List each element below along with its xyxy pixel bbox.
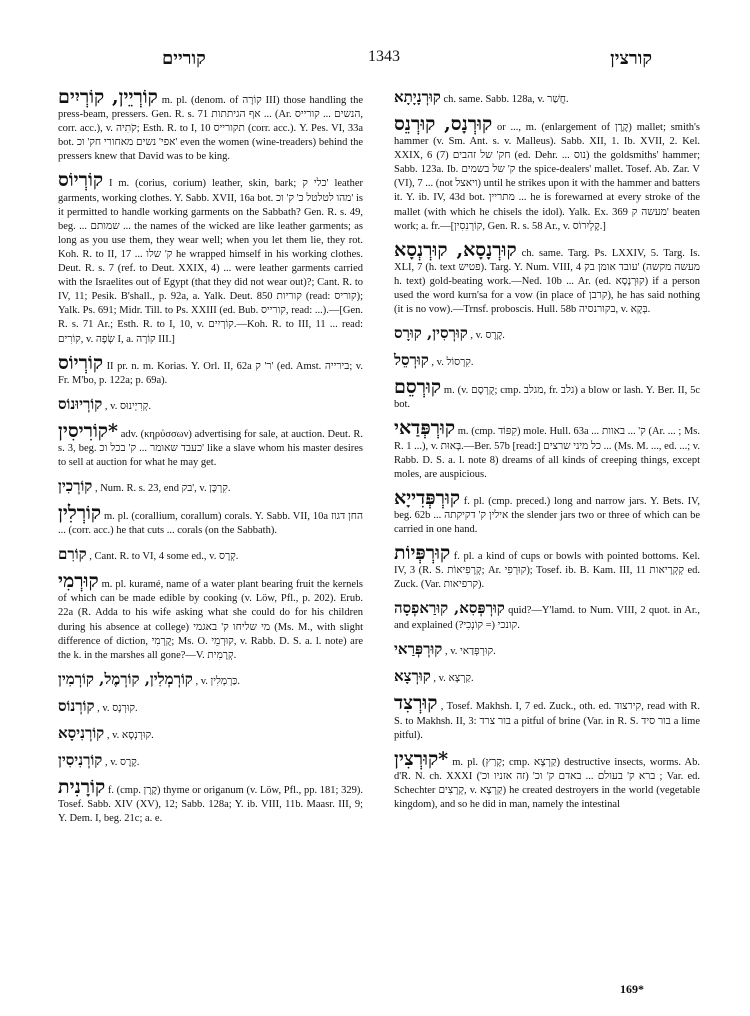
entry-headword: קוֹרְנוֹס [58, 696, 95, 715]
dictionary-entry [58, 570, 363, 663]
dictionary-entry [58, 776, 363, 826]
entry-headword: קוֹרְיוּנוֹס [58, 394, 103, 413]
entry-definition: m. pl. (קָרַץ; cmp. קַרְצָא) destructive insects, worms. Ab. d'R. N. ch. XXXI ברא ק' בעולם ... באדם ק' וכ' (זה אזניו וכ') ; Var. ed. Schechter קְרָצִים, v. קַרְצָא) he created destroyers in the world (vegetable kingdom), and so he did in man, namely the intestinal [394, 756, 701, 810]
entry-definition: f. (cmp. קֶרֶן) thyme or origanum (v. Löw, Pfl., pp. 181; 329). Tosef. Sabb. XIV (XV), 12; Sabb. 128a; Y. ib. VIII, 11b. Maasr. III, 9; Y. Dem. I, beg. 21c; a. e. [58, 784, 364, 824]
entry-definition: adv. (κηρύσσων) advertising for sale, at auction. Deut. R. s. 3, beg. כעבד שאומר ... ק' בכל וכ' like a slave whom his master desires to sell at auction for what he may get. [58, 428, 363, 468]
dictionary-entry [394, 748, 700, 812]
dictionary-entry [58, 169, 363, 346]
dictionary-entry [394, 487, 700, 537]
page-number: 1343 [368, 48, 400, 65]
entry-headword: קוּרְסִין, קוּרָס [394, 324, 468, 343]
entry-headword: קוּרְפְּיוֹת [394, 542, 451, 565]
entry-headword: קוּרְנָיָתָא [394, 88, 441, 106]
entry-definition: m. (v. קֻרְסָם; cmp. מגלב, fr. גלב) a blow or lash. Y. Ber. II, 5c bot. [394, 385, 700, 411]
dictionary-entry [394, 349, 700, 371]
entry-definition: ch. same. Sabb. 128a, v. חֲשַׁר. [443, 94, 569, 105]
dictionary-entry [58, 695, 363, 717]
entry-definition: f. pl. a kind of cups or bowls with pointed bottoms. Kel. IV, 3 (R. S. קְרָפִיאוֹת; Ar. קוּרְפִי); Tosef. ib. B. Kam. III, 11 קְקְרָיאות ed. Zuck. (Var. קרפיאות). [394, 551, 701, 591]
entry-definition: , v. קוּרְנְסָא. [106, 729, 154, 741]
right-column [394, 86, 700, 817]
left-column [58, 86, 363, 831]
entry-headword: קוֹרִם [58, 545, 87, 564]
entry-definition: , Num. R. s. 23, end בק', v. קִרְכָּן. [94, 483, 231, 495]
entry-definition: m. pl. (denom. of קוֹרָה III) those handling the press-beam, pressers. Gen. R. s. 71 אף הגיתתות ... (Ar. הנשים ... קורייס, corr. acc.), v. קֹתִיה; Esth. R. to I, 10 תקורייס (corr. acc.). Y. Pes. VI, 33a bot. אפי' נשים מאחורי חק' וכ' even the women (wine-treaders) behind the pressers knew that David was to be king. [58, 95, 364, 163]
entry-headword: קוּרְסֵל [394, 351, 429, 370]
dictionary-entry [58, 502, 363, 538]
dictionary-entry [394, 665, 700, 687]
entry-headword: קוּרְנָסָא, קוּרְנְסָא [394, 238, 517, 261]
entry-headword: קוּרְפְּסִא, קוּרַאפְסָה [394, 599, 505, 618]
running-head-right: קורצין [610, 48, 652, 68]
entry-headword: קוֹרְיוֹס [58, 351, 104, 374]
dictionary-entry [394, 597, 700, 633]
entry-headword: קוּרְצִד [394, 692, 438, 715]
entry-definition: m. pl. (corallium, corallum) corals. Y. Sabb. VII, 10a החן דגוז ... (corr. acc.) he that cuts ... corals (on the Sabbath). [58, 511, 363, 537]
dictionary-entry [394, 417, 700, 481]
entry-definition: , v. קוּרְפְּדַאי. [444, 646, 496, 658]
entry-definition: , Tosef. Makhsh. I, 7 ed. Zuck., oth. ed. קירצוד, read with R. S. to Makhsh. II, 3: בור צרד a pitful of brine (Var. in R. S. בור סיד a lime pitful). [394, 701, 701, 741]
entry-definition: , v. קֶרֶס. [470, 330, 505, 342]
dictionary-entry [394, 638, 700, 660]
page-header [92, 48, 692, 72]
entry-definition: f. pl. (cmp. preced.) long and narrow jars. Y. Bets. IV, beg. 62b ... אילין ק' דקיקתה the slender jars two or three of which can be carried in one hand. [394, 495, 701, 535]
dictionary-entry [394, 239, 700, 317]
running-head-left: קוריים [162, 48, 206, 68]
entry-definition: or ..., m. (enlargement of קֶרֶן) mallet; smith's hammer (v. Sm. Ant. s. v. Malleus). Sabb. XII, 1. Ib. XVII, 2. Kel. XXIX, 6 (7) חק' של זהבים (ed. Dehr. ... נוס) the goldsmiths' hammer; Sabb. 123a. Ib. ק' של בשמים the spice-dealers' mallet. Tosef. Ab. Zar. V (VI), 7 ... (not ויאצל) until he strikes upon it with the hammer and batters it. Y. ib. IV, 43d bot. מתריין ... he is forewarned at every stroke of the mallet (with which he chisels the idol). Yalk. Ex. 369 מעשה ק' beaten work; a. fr.—[קוֹרְנִסִין, Gen. R. s. 58 Ar., v. קֶלְיִרוֹס.] [394, 122, 701, 232]
dictionary-entry [58, 86, 363, 164]
dictionary-entry [394, 113, 700, 234]
entry-headword: קוּרְפְּדִייָא [394, 486, 460, 509]
dictionary-entry [58, 749, 363, 771]
dictionary-entry [58, 543, 363, 565]
entry-headword: קוּרְנָס, קוּרְנֵס [394, 113, 493, 135]
entry-definition: , v. קוּרְנָס. [97, 702, 138, 714]
entry-definition: , v. קִרְסוֹל. [431, 357, 474, 369]
dictionary-entry [394, 692, 700, 742]
dictionary-entry [394, 322, 700, 344]
entry-headword: קוֹרְנִיסִין [58, 750, 103, 769]
entry-headword: קוּרְצָא [394, 667, 431, 686]
dictionary-entry [58, 393, 363, 415]
entry-headword: קוּרְסֵם [394, 376, 442, 399]
entry-headword: קוֹרָנִית [58, 775, 106, 798]
entry-headword: קוּרְמִי [58, 570, 99, 593]
entry-headword: קוֹרְיוֹס [58, 169, 104, 192]
entry-definition: quid?—Y'lamd. to Num. VIII, 2 quot. in Ar., and explained קונכי (= קוֹנְכִי?). [394, 605, 701, 632]
entry-definition: ch. same. Targ. Ps. LXXIV, 5. Targ. Is. XLI, 7 (h. text פטיש). Targ. Y. Num. VIII, 4 עובד אומן בק' (מעשה מקשה h. text) gold-beating work.—Ned. 10b ... Ar. (ed. קוּרְנָסָא) if a person used the word kurn'sa for a vow (in place of קרבן), he has said nothing (it is no vow).—Trnsf. proboscis. Hull. 58b בקורנסיה, v. בְּקָא. [394, 247, 701, 316]
entry-headword: קוֹרְיֵין, קוֹרְיִים [58, 86, 158, 108]
dictionary-entry [394, 542, 700, 592]
entry-headword: קוֹרְמְלִין, קוֹרְמֶל, קוֹרְמִין [58, 669, 193, 688]
entry-definition: m. (cmp. קִפּוֹד) mole. Hull. 63a ... ק' ... באוות (Ar. ... ; Ms. R. 1 ...), v. בָּאוּת.—Ber. 57b [read:] כל מיני שרצים ... (Ms. M. ..., ed. ...; v. Rabb. D. S. a. l. note 8) dreams of all kinds of creeping things, except moles, are auspicious. [394, 426, 701, 480]
dictionary-entry [58, 722, 363, 744]
entry-definition: m. pl. kuramé, name of a water plant bearing fruit the kernels of which can be made edible by cooking (v. Löw, Pfl., p. 202). Erub. 22a (R. Adda to his wife asking what she could do for his children during his absence at college) מי שליחו ק' באגמי (Ms. M., with slight difference of diction, קֻרְמִי; Ms. O. קוּרְמֵי, v. Rabb. D. S. a. l. note) are the k. in the marshes all gone?—V. קְרָמִית. [58, 579, 363, 661]
entry-definition: , v. קְרִיְינוּס. [104, 400, 151, 412]
entry-definition: , v. קֶרֶס. [104, 756, 140, 768]
dictionary-entry [58, 668, 363, 690]
entry-headword: קוּרְפְּרַאי [394, 640, 443, 659]
dictionary-entry [394, 376, 700, 412]
entry-definition: II pr. n. m. Korias. Y. Orl. II, 62a ר' ק' (ed. Amst. בירייה; v. Fr. M'bo, p. 122a; p. 69a). [58, 360, 364, 386]
entry-definition: , Cant. R. to VI, 4 some ed., v. קְרָס. [89, 551, 239, 563]
entry-headword: קוֹרְלִין [58, 502, 102, 525]
dictionary-entry [58, 352, 363, 388]
entry-headword: *קוֹרִיסִין [58, 419, 118, 442]
entry-definition: , v. קַרְצָא. [433, 673, 474, 685]
entry-definition: I m. (corius, corium) leather, skin, bark; כלי ק' leather garments, working clothes. Y. Sabb. XVII, 16a bot. מהו לטלטל כ' ק' וכ' is it permitted to handle working garments on the Sabbath? Gen. R. s. 49, beg. ... שמותם ... the names of the wicked are like leather garments; as long as you use them, they wear well; when you let them lie, they rot. Koh. R. to II, 17 ... ק' שלו he wrapped himself in his working clothes. Deut. R. s. 7 (ref. to Deut. XXIX, 4) ... were leather garments carried with the Israelites out of Egypt (that they did not wear out)?; Cant. R. to IV, 11; Pesik. B'shall., p. 92a, a. Yalk. Deut. 850 קוריות (read: קוריס); Yalk. Ps. 691; Midr. Till. to Ps. XXIII (ed. Bub. קורייס, read: ...).—[Gen. R. s. 71 Ar.; Esth. R. to I, 10, v. קוֹרְיִים.—Koh. R. to III, 11 ... read: קוֹרִים, v. שְׂפָה I, a. קוֹרָה III.] [58, 178, 364, 345]
dictionary-entry [394, 86, 700, 108]
signature-mark: 169* [620, 982, 644, 996]
dictionary-entry [58, 420, 363, 470]
entry-definition: , v. כַּרְמְלִין. [195, 675, 240, 687]
entry-headword: *קוּרְצִין [394, 747, 449, 770]
entry-headword: קוּרְפְּדַאי [394, 417, 456, 440]
entry-headword: קוֹרְכִין [58, 477, 93, 496]
entry-headword: קוֹרְנִיסָא [58, 723, 105, 742]
dictionary-entry [58, 475, 363, 497]
